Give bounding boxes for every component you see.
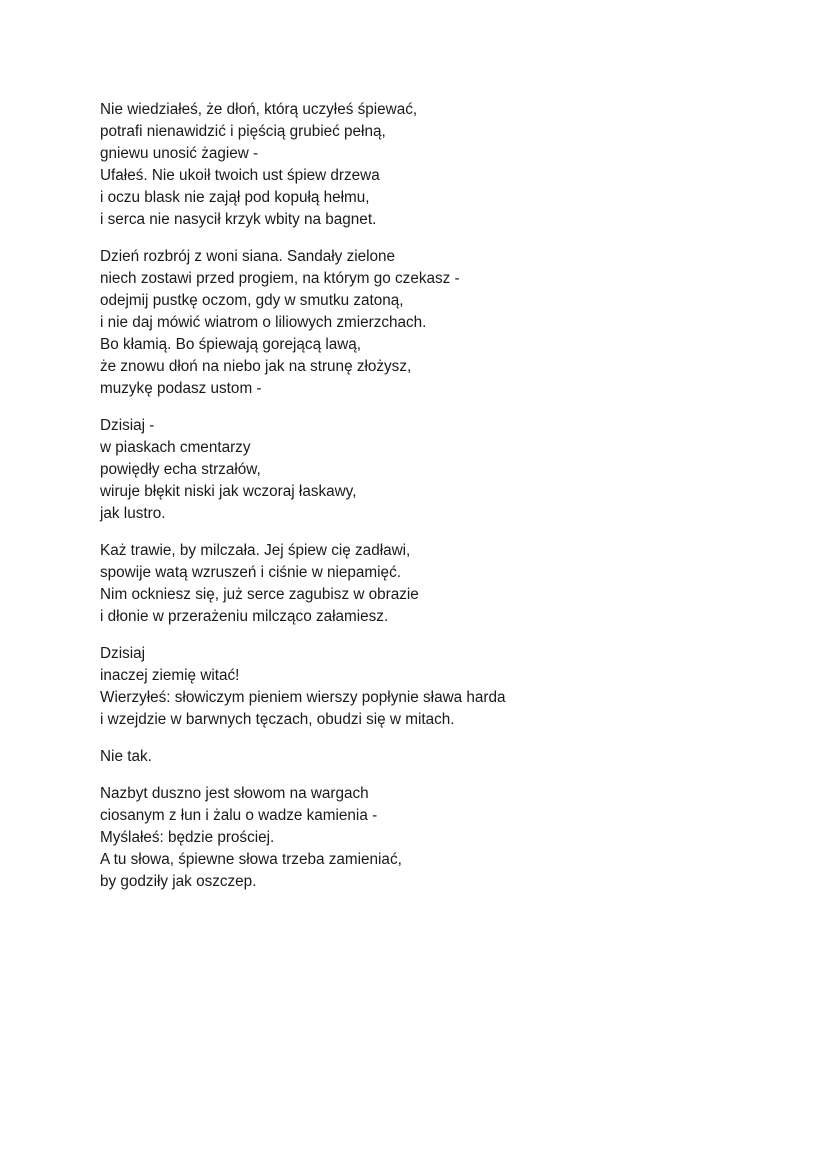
stanza [100,540,740,628]
poem-line: Bo kłamią. Bo śpiewają gorejącą lawą, [100,336,362,353]
poem-line: jak lustro. [100,505,166,522]
stanza [100,246,740,400]
poem-line: Nie tak. [100,748,152,765]
poem-line: wiruje błękit niski jak wczoraj łaskawy, [100,483,357,500]
poem-line: Ufałeś. Nie ukoił twoich ust śpiew drzewa [100,167,380,184]
poem-line: Wierzyłeś: słowiczym pieniem wierszy popłynie sława harda [100,689,506,706]
poem-line: i dłonie w przerażeniu milcząco załamiesz. [100,608,389,625]
poem-line: w piaskach cmentarzy [100,439,251,456]
poem-line: powiędły echa strzałów, [100,461,261,478]
poem-line: Myślałeś: będzie prościej. [100,829,275,846]
poem-line: spowije watą wzruszeń i ciśnie w niepamięć. [100,564,401,581]
poem-line: Każ trawie, by milczała. Jej śpiew cię zadławi, [100,542,411,559]
poem-line: inaczej ziemię witać! [100,667,240,684]
poem-line: ciosanym z łun i żalu o wadze kamienia - [100,807,378,824]
poem-line: Dzisiaj [100,645,146,662]
poem-line: i wzejdzie w barwnych tęczach, obudzi się w mitach. [100,711,455,728]
poem-line: by godziły jak oszczep. [100,873,257,890]
poem-line: gniewu unosić żagiew - [100,145,259,162]
poem-line: Dzień rozbrój z woni siana. Sandały zielone [100,248,396,265]
poem-line: Nim ockniesz się, już serce zagubisz w obrazie [100,586,419,603]
poem-line: i serca nie nasycił krzyk wbity na bagnet. [100,211,377,228]
poem-line: Nazbyt duszno jest słowom na wargach [100,785,369,802]
poem-line: niech zostawi przed progiem, na którym go czekasz - [100,270,460,287]
poem [100,99,740,908]
stanza [100,783,740,893]
poem-line: i oczu blask nie zajął pod kopułą hełmu, [100,189,370,206]
poem-line: Dzisiaj - [100,417,155,434]
stanza [100,643,740,731]
poem-line: i nie daj mówić wiatrom o liliowych zmierzchach. [100,314,427,331]
stanza [100,415,740,525]
poem-line: muzykę podasz ustom - [100,380,262,397]
poem-line: Nie wiedziałeś, że dłoń, którą uczyłeś śpiewać, [100,101,418,118]
poem-line: potrafi nienawidzić i pięścią grubieć pełną, [100,123,386,140]
stanza [100,746,740,768]
poem-line: że znowu dłoń na niebo jak na strunę złożysz, [100,358,412,375]
poem-line: A tu słowa, śpiewne słowa trzeba zamieniać, [100,851,402,868]
stanza [100,99,740,231]
poem-line: odejmij pustkę oczom, gdy w smutku zatoną, [100,292,404,309]
